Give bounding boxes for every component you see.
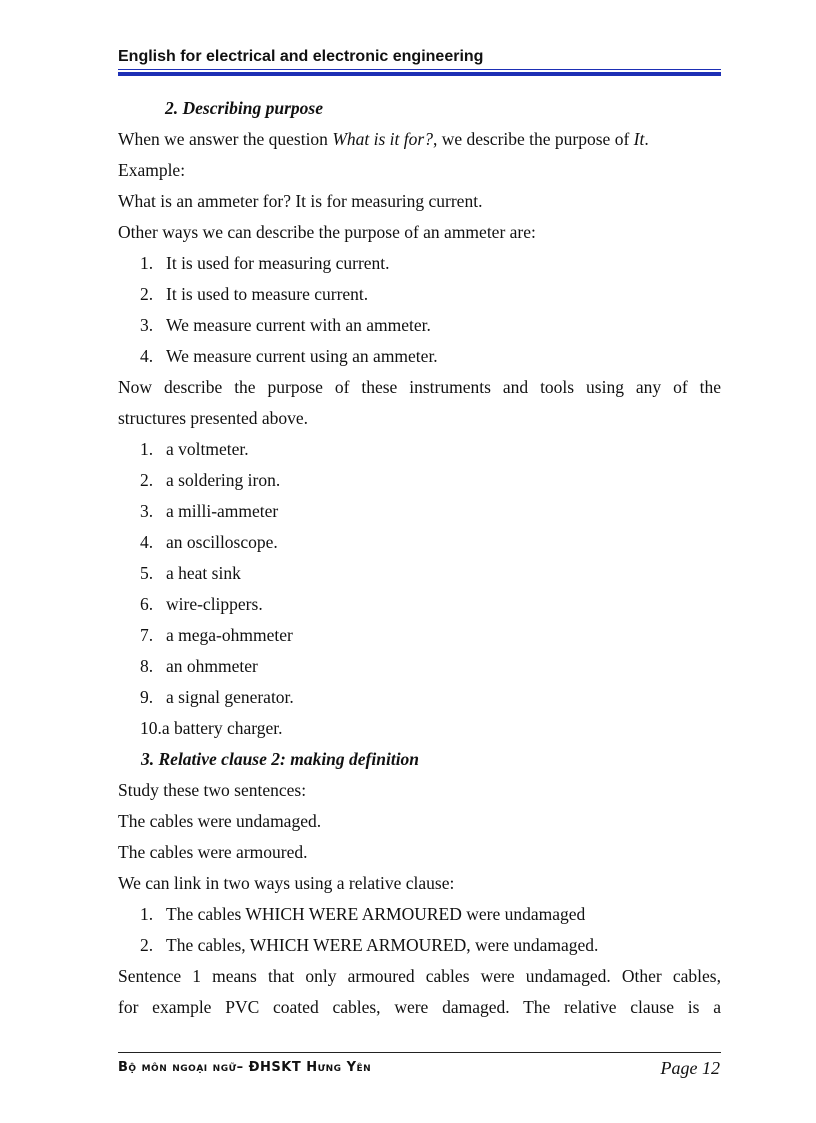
list-number: 10. [140, 718, 162, 738]
list-item [118, 527, 721, 558]
section-heading-describing-purpose: 2. Describing purpose [165, 98, 323, 118]
list-text: a milli-ammeter [166, 501, 279, 521]
list-number: 6. [140, 594, 154, 614]
page-number: Page 12 [660, 1058, 720, 1078]
page-body [118, 93, 721, 1023]
running-header: English for electrical and electronic engineering [118, 48, 484, 65]
study-text: Study these two sentences: [118, 780, 307, 800]
list-text: The cables, WHICH WERE ARMOURED, were undamaged. [166, 935, 599, 955]
list-item [118, 589, 721, 620]
sentence-b: The cables were armoured. [118, 842, 308, 862]
list-number: 1. [140, 904, 154, 924]
list-item [118, 465, 721, 496]
list-item [118, 248, 721, 279]
intro-text-2: , we describe the purpose of [432, 129, 634, 149]
list-number: 9. [140, 687, 154, 707]
task-line-2: structures presented above. [118, 408, 308, 428]
intro-paragraph [118, 124, 721, 155]
list-item [118, 930, 721, 961]
list-text: a heat sink [166, 563, 241, 583]
list-item [118, 620, 721, 651]
intro-text-1: When we answer the question [118, 129, 333, 149]
list-item [118, 496, 721, 527]
list-text: an oscilloscope. [166, 532, 278, 552]
list-item [118, 558, 721, 589]
list-item [118, 713, 721, 744]
list-text: It is used to measure current. [166, 284, 369, 304]
list-number: 2. [140, 284, 154, 304]
list-item [118, 434, 721, 465]
list-item [118, 279, 721, 310]
list-text: a signal generator. [166, 687, 294, 707]
list-number: 7. [140, 625, 154, 645]
list-text: We measure current using an ammeter. [166, 346, 438, 366]
list-text: a voltmeter. [166, 439, 249, 459]
list-text: a soldering iron. [166, 470, 281, 490]
list-number: 4. [140, 532, 154, 552]
other-ways-text: Other ways we can describe the purpose of an ammeter are: [118, 222, 536, 242]
list-number: 4. [140, 346, 154, 366]
list-item [118, 341, 721, 372]
list-text: an ohmmeter [166, 656, 258, 676]
list-text: We measure current with an ammeter. [166, 315, 431, 335]
intro-it: It [633, 129, 645, 149]
list-text: a mega-ohmmeter [166, 625, 293, 645]
list-text: The cables WHICH WERE ARMOURED were undamaged [166, 904, 586, 924]
link-text: We can link in two ways using a relative clause: [118, 873, 455, 893]
footer-department: Bộ môn ngoại ngữ– ĐHSKT Hưng Yên [118, 1060, 372, 1075]
sentence-a: The cables were undamaged. [118, 811, 322, 831]
list-text: It is used for measuring current. [166, 253, 390, 273]
list-number: 1. [140, 439, 154, 459]
list-number: 2. [140, 470, 154, 490]
header-rule-thick [118, 72, 721, 76]
list-item [118, 899, 721, 930]
example-text: What is an ammeter for? It is for measuring current. [118, 191, 483, 211]
list-text: a battery charger. [161, 718, 283, 738]
list-item [118, 310, 721, 341]
intro-text-3: . [644, 129, 649, 149]
intro-question: What is it for? [332, 129, 433, 149]
list-number: 8. [140, 656, 154, 676]
footer-rule [118, 1052, 721, 1053]
list-item [118, 651, 721, 682]
header-rule-thin [118, 69, 721, 70]
list-item [118, 682, 721, 713]
task-line-1: Now describe the purpose of these instruments and tools using any of the [118, 377, 721, 397]
list-number: 3. [140, 315, 154, 335]
list-text: wire-clippers. [166, 594, 263, 614]
list-number: 5. [140, 563, 154, 583]
list-number: 2. [140, 935, 154, 955]
paragraph-line-1: Sentence 1 means that only armoured cables were undamaged. Other cables, [118, 966, 721, 986]
paragraph-line-2: for example PVC coated cables, were damaged. The relative clause is a [118, 997, 721, 1017]
list-number: 3. [140, 501, 154, 521]
example-label: Example: [118, 160, 186, 180]
section-heading-relative-clause: 3. Relative clause 2: making definition [141, 749, 420, 769]
list-number: 1. [140, 253, 154, 273]
